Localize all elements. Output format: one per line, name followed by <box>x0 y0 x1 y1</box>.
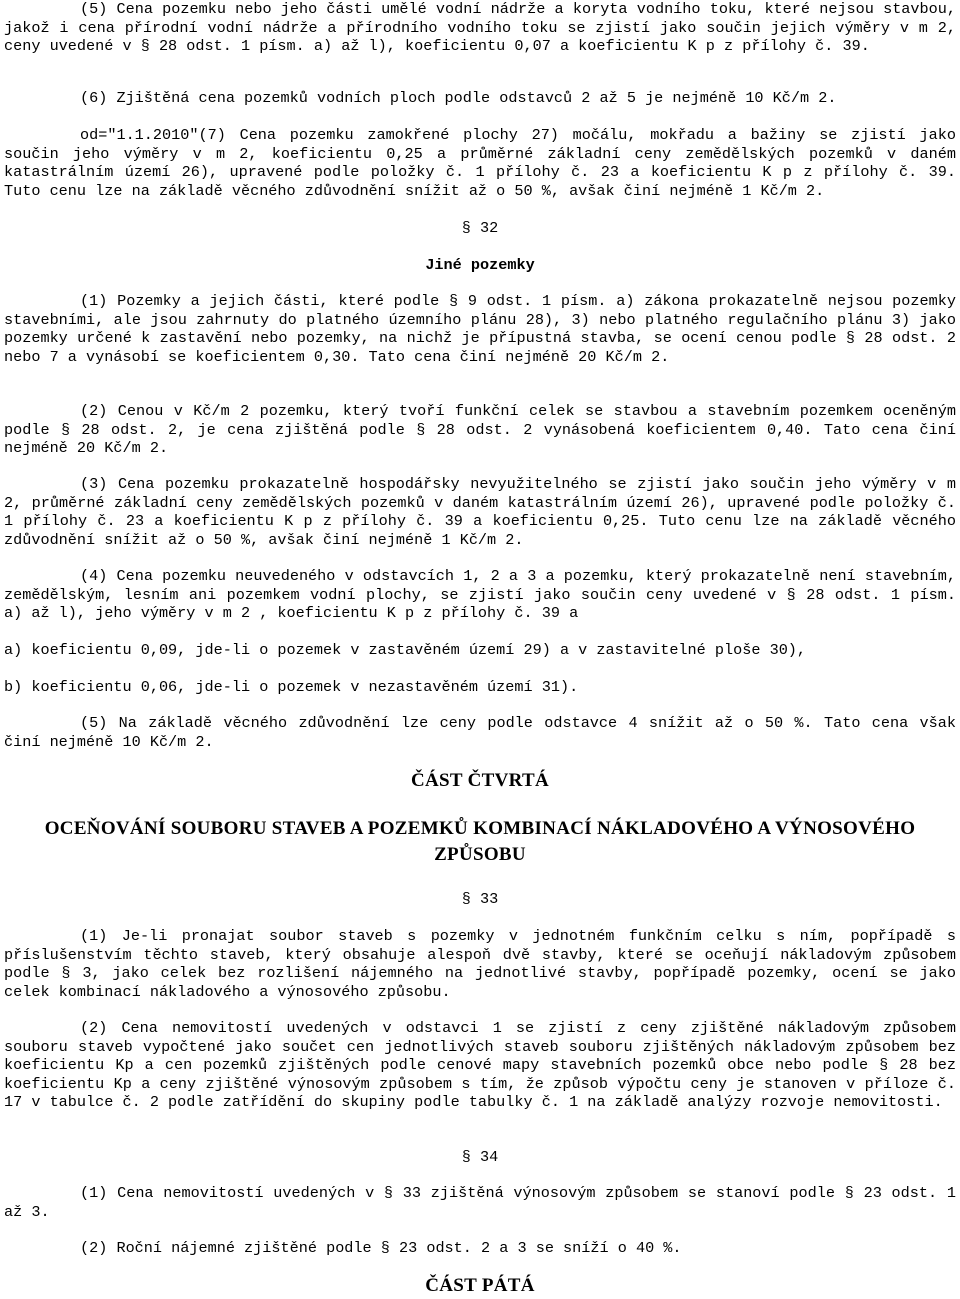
section-33-paragraph-2: (2) Cena nemovitostí uvedených v odstavci 1 se zjistí z ceny zjištěné nákladovým způsobem souboru staveb vypočtené jako součet cen jednotlivých staveb souboru zjištěných nákladovým způsobem bez koeficientu Kp a cen pozemků zjištěných podle cenové mapy stavebních pozemků obce nebo podle § 28 bez koeficientu Kp a ceny zjištěné výnosovým způsobem s tím, že způsob výpočtu ceny je stanoven v příloze č. 17 v tabulce č. 2 podle zatřídění do skupiny podle tabulky č. 1 na základě analýzy rozvoje nemovitosti. <box>4 1019 956 1111</box>
section-34-paragraph-1: (1) Cena nemovitostí uvedených v § 33 zjištěná výnosovým způsobem se stanoví podle § 23 odst. 1 až 3. <box>4 1184 956 1221</box>
section-34-number: § 34 <box>461 1148 499 1166</box>
section-32-paragraph-1: (1) Pozemky a jejich části, které podle § 9 odst. 1 písm. a) zákona prokazatelně nejsou pozemky stavebními, ale jsou zahrnuty do platného územního plánu 28), 3) nebo platného regulačního plánu 3) jako pozemky určené k zastavění nebo pozemky, na nichž je přípustná stavba, se ocení cenou podle § 28 odst. 2 nebo 7 a vynásobí se koeficientem 0,30. Tato cena činí nejméně 20 Kč/m 2. <box>4 292 956 366</box>
section-32-paragraph-5: (5) Na základě věcného zdůvodnění lze ceny podle odstavce 4 snížit až o 50 %. Tato cena však činí nejméně 10 Kč/m 2. <box>4 714 956 751</box>
section-32-title: Jiné pozemky <box>425 256 535 274</box>
paragraph-6: (6) Zjištěná cena pozemků vodních ploch podle odstavců 2 až 5 je nejméně 10 Kč/m 2. <box>80 89 837 107</box>
section-32-paragraph-2: (2) Cenou v Kč/m 2 pozemku, který tvoří funkční celek se stavbou a stavebním pozemkem oceněným podle § 28 odst. 2, je cena zjištěná podle § 28 odst. 2 vynásobená koeficientem 0,40. Tato cena činí nejméně 20 Kč/m 2. <box>4 402 956 457</box>
section-32-item-b: b) koeficientu 0,06, jde-li o pozemek v nezastavěném území 31). <box>4 678 579 696</box>
part-four-heading: ČÁST ČTVRTÁ <box>411 770 549 791</box>
part-four-title-line-2: ZPŮSOBU <box>434 844 526 865</box>
section-32-paragraph-3: (3) Cena pozemku prokazatelně hospodářsky nevyužitelného se zjistí jako součin jeho výměry v m 2, průměrné základní ceny zemědělských pozemků v daném katastrálním území 26), upravené podle položky č. 1 přílohy č. 23 a koeficientu K p z přílohy č. 39 a koeficientu 0,25. Tuto cenu lze na základě věcného zdůvodnění snížit až o 50 %, avšak činí nejméně 1 Kč/m 2. <box>4 475 956 549</box>
paragraph-7: od="1.1.2010"(7) Cena pozemku zamokřené plochy 27) močálu, mokřadu a bažiny se zjistí jako součin jeho výměry v m 2, koeficientu 0,25 a průměrné základní ceny zemědělských pozemků v daném katastrálním území 26), upravené podle položky č. 1 přílohy č. 23 a koeficientu K p z přílohy č. 39. Tuto cenu lze na základě věcného zdůvodnění snížit až o 50 %, avšak činí nejméně 1 Kč/m 2. <box>4 126 956 200</box>
section-32-number: § 32 <box>461 219 499 237</box>
paragraph-5-continued: (5) Cena pozemku nebo jeho části umělé vodní nádrže a koryta vodního toku, které nejsou stavbou, jakož i cena přírodní vodní nádrže a přírodního vodního toku se zjistí jako součin jejich výměry v m 2, ceny uvedené v § 28 odst. 1 písm. a) až l), koeficientu 0,07 a koeficientu K p z přílohy č. 39. <box>4 0 956 55</box>
part-four-title-line-1: OCEŇOVÁNÍ SOUBORU STAVEB A POZEMKŮ KOMBINACÍ NÁKLADOVÉHO A VÝNOSOVÉHO <box>44 818 916 839</box>
section-33-paragraph-1: (1) Je-li pronajat soubor staveb s pozemky v jednotném funkčním celku s ním, popřípadě s příslušenstvím těchto staveb, který obsahuje alespoň dvě stavby, které se oceňují nákladovým způsobem podle § 3, jako celek bez rozlišení nájemného na jednotlivé stavby, popřípadě pozemky, ocení se jako celek kombinací nákladového a výnosového způsobu. <box>4 927 956 1001</box>
section-32-paragraph-4: (4) Cena pozemku neuvedeného v odstavcích 1, 2 a 3 a pozemku, který prokazatelně není stavebním, zemědělským, lesním ani pozemkem vodní plochy, se zjistí jako součin ceny uvedené v § 28 odst. 1 písm. a) až l), jeho výměry v m 2 , koeficientu K p z přílohy č. 39 a <box>4 567 956 622</box>
section-33-number: § 33 <box>461 890 499 908</box>
part-five-heading: ČÁST PÁTÁ <box>425 1275 535 1296</box>
section-32-item-a: a) koeficientu 0,09, jde-li o pozemek v zastavěném území 29) a v zastavitelné ploše 30), <box>4 641 807 659</box>
section-34-paragraph-2: (2) Roční nájemné zjištěné podle § 23 odst. 2 a 3 se sníží o 40 %. <box>80 1239 682 1257</box>
